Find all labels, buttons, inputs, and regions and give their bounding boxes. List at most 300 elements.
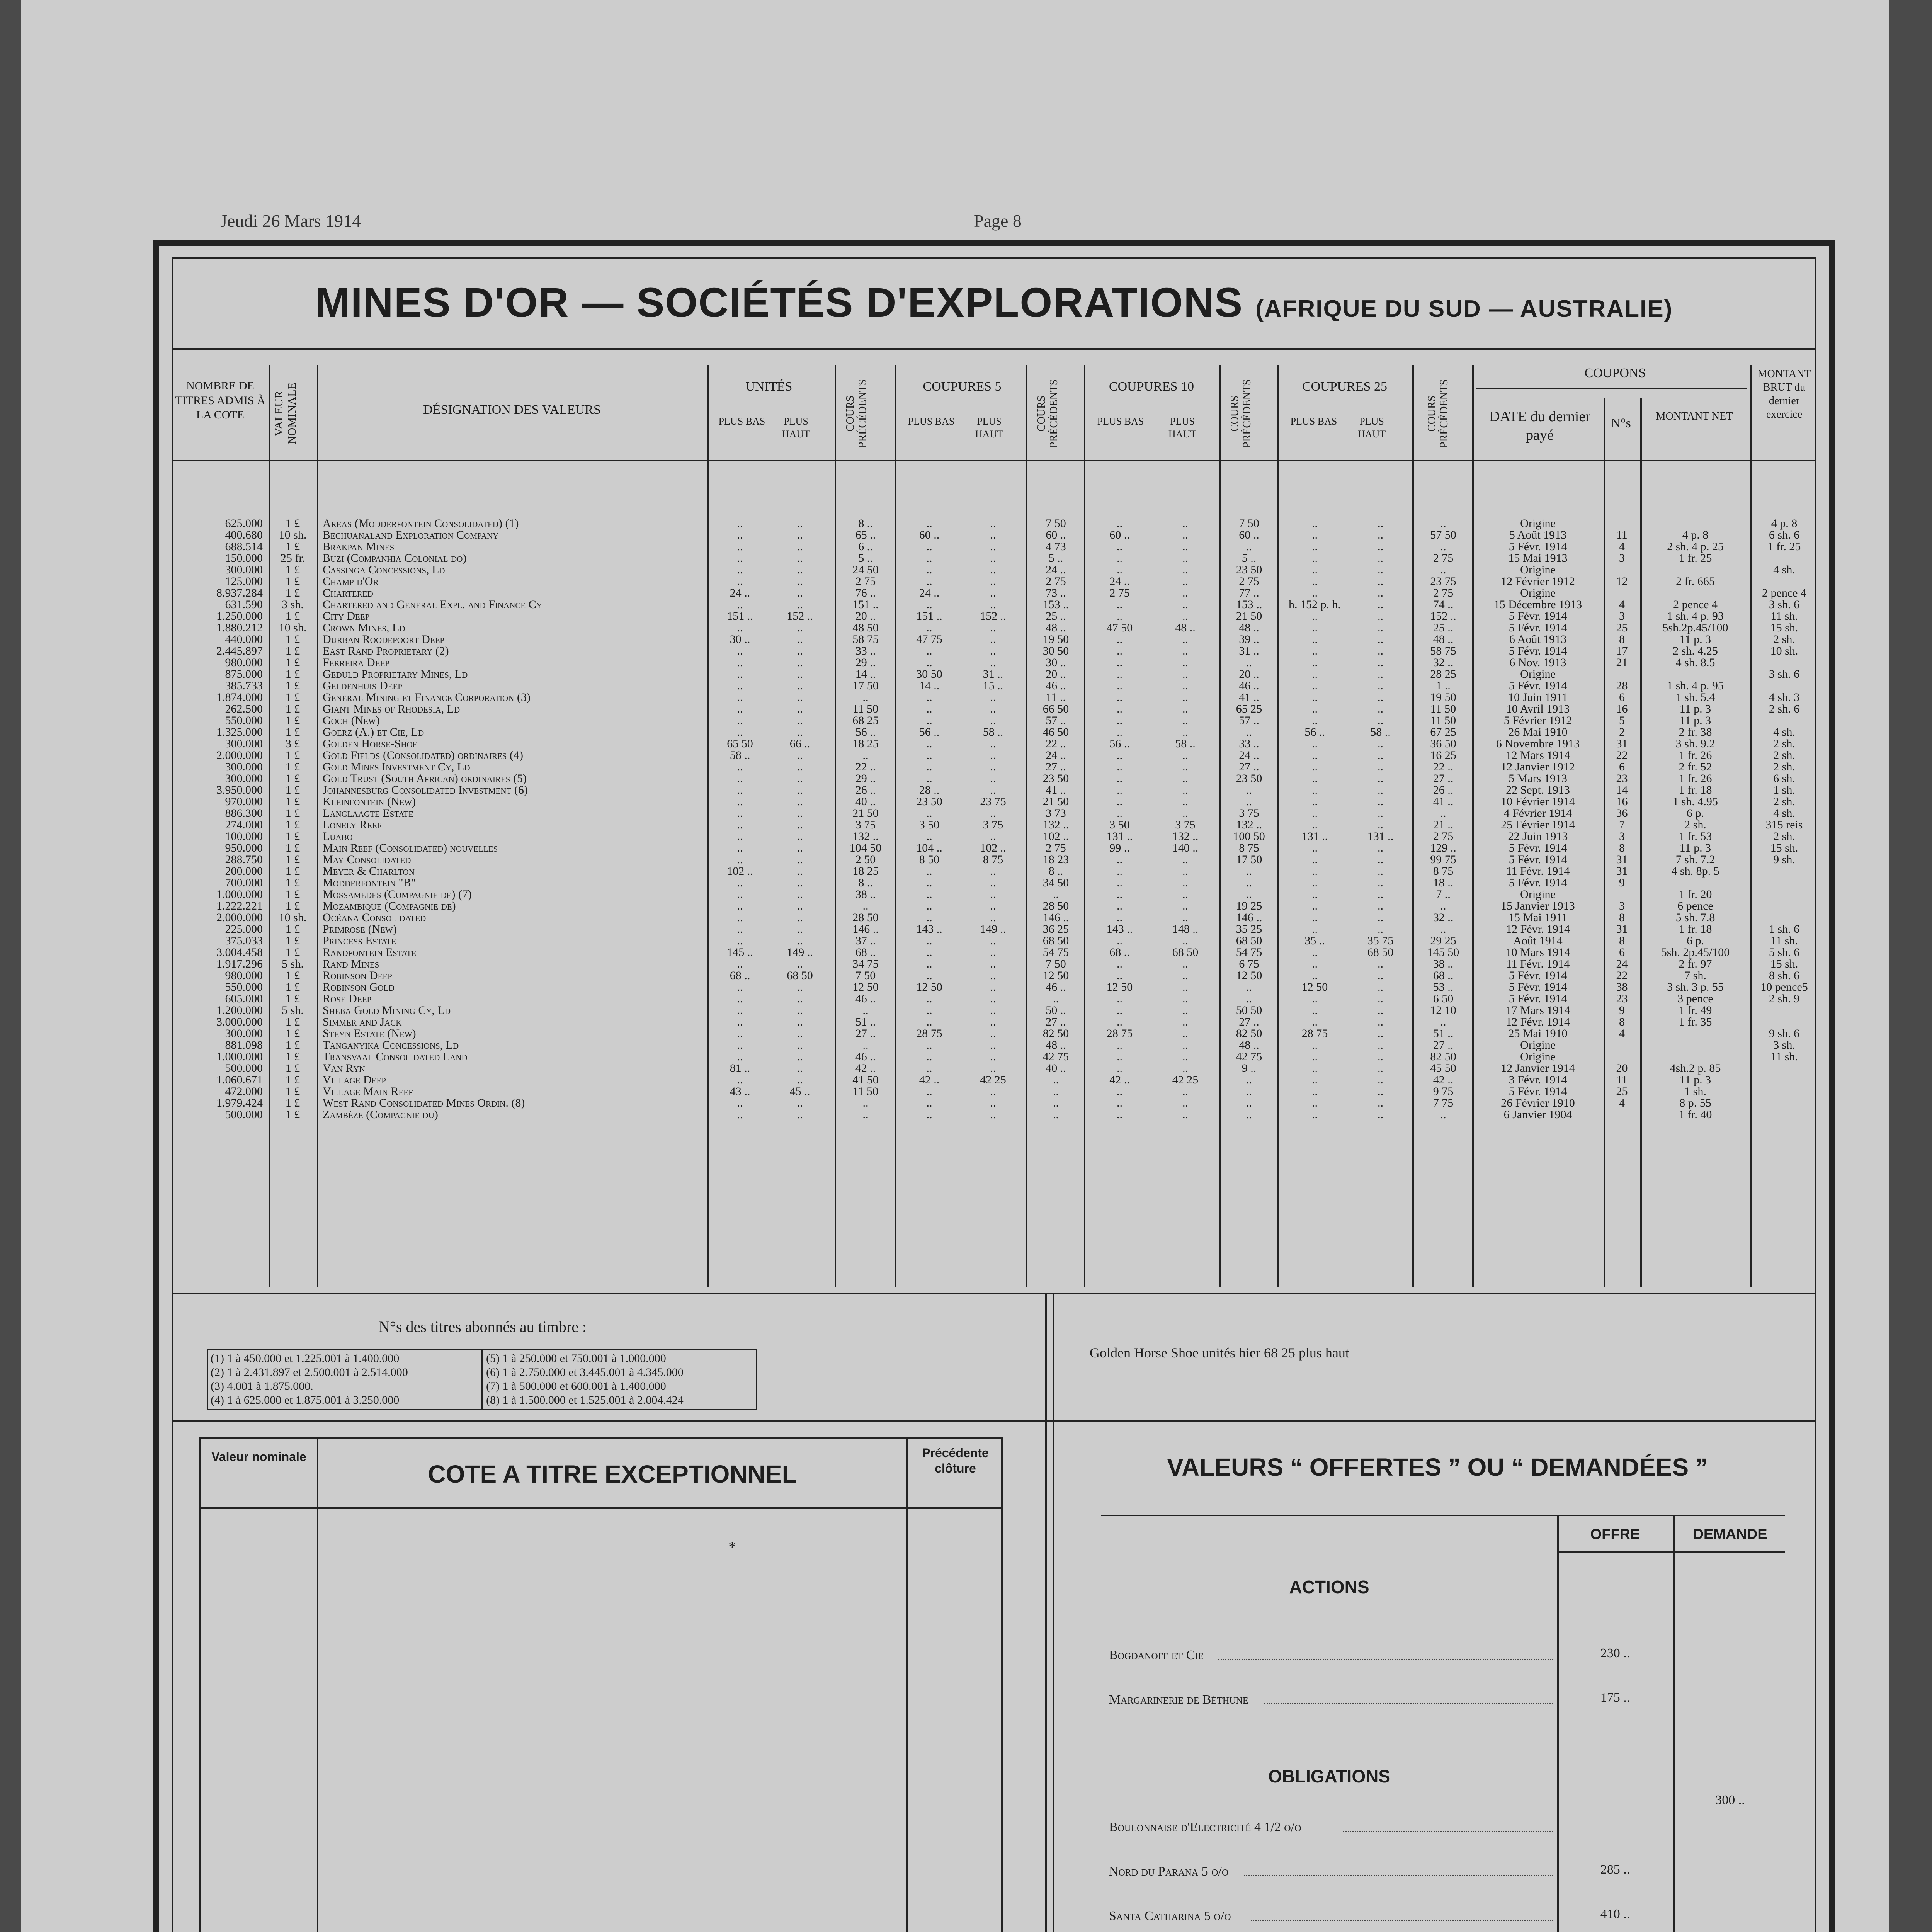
cell-unites-bas: 102 .. xyxy=(727,865,753,878)
cell-cours-prec4: 67 25 xyxy=(1430,726,1456,738)
cell-cours-prec1: 27 .. xyxy=(855,1027,876,1040)
cell-coupon-date: 25 Février 1914 xyxy=(1501,818,1575,831)
cell-cours-prec1: 34 75 xyxy=(852,957,879,970)
cell-cours-prec3: 35 25 xyxy=(1236,923,1262,935)
cell-unites-haut: .. xyxy=(797,1004,803,1017)
cell-coupon-brut xyxy=(1752,912,1816,923)
cell-c25-bas: 35 .. xyxy=(1304,934,1325,947)
cell-c25-bas: .. xyxy=(1312,1015,1318,1028)
cell-coupon-date: 3 Févr. 1914 xyxy=(1509,1073,1567,1086)
cell-c5-haut: .. xyxy=(990,633,996,646)
cell-cours-prec3: 146 .. xyxy=(1236,911,1262,924)
cell-c5-bas: 28 .. xyxy=(919,784,940,796)
cell-c5-bas: .. xyxy=(926,598,932,611)
cell-c25-bas: .. xyxy=(1312,1004,1318,1017)
cell-valeur: 1 £ xyxy=(285,888,300,901)
cell-unites-haut: .. xyxy=(797,818,803,831)
cell-c25-bas: 12 50 xyxy=(1301,981,1328,993)
cell-cours-prec1: .. xyxy=(862,749,869,762)
cell-c10-haut: .. xyxy=(1182,656,1188,669)
cell-c10-haut: .. xyxy=(1182,702,1188,715)
cell-coupon-brut xyxy=(1752,1063,1816,1074)
cell-cours-prec3: .. xyxy=(1246,656,1252,669)
cell-unites-haut: .. xyxy=(797,842,803,854)
cell-cours-prec3: .. xyxy=(1246,726,1252,738)
cell-cours-prec4: 82 50 xyxy=(1430,1050,1456,1063)
cell-designation: Champ d'Or xyxy=(323,575,379,588)
cell-designation: Mossamedes (Compagnie de) (7) xyxy=(323,888,472,901)
cell-c25-bas: .. xyxy=(1312,992,1318,1005)
cell-c25-haut: .. xyxy=(1378,1085,1383,1098)
cell-c5-bas: .. xyxy=(926,737,932,750)
cell-cours-prec2: 3 73 xyxy=(1046,807,1066,820)
cell-coupon-net: 3 sh. 3 p. 55 xyxy=(1667,981,1724,993)
cell-coupon-brut: 1 sh. xyxy=(1773,784,1795,796)
cell-valeur: 1 £ xyxy=(285,1062,300,1075)
column-valeur xyxy=(270,518,315,1121)
header-cours-prec-2: COURS PRÉCÉDENTS xyxy=(1036,379,1060,448)
cell-cours-prec1: 8 .. xyxy=(858,517,873,530)
cell-cours-prec2: 25 .. xyxy=(1046,610,1066,622)
cell-coupon-date: Origine xyxy=(1520,563,1556,576)
column-c25-bas xyxy=(1281,518,1349,1121)
cell-cours-prec2: 41 .. xyxy=(1046,784,1066,796)
cell-cours-prec2: 27 .. xyxy=(1046,760,1066,773)
column-designation xyxy=(323,518,705,1121)
cell-valeur: 1 £ xyxy=(285,772,300,785)
cell-coupon-brut: 15 sh. xyxy=(1770,957,1798,970)
cell-unites-bas: .. xyxy=(737,668,743,680)
cell-unites-bas: .. xyxy=(737,900,743,912)
cell-coupon-brut: 2 sh. xyxy=(1773,633,1795,646)
cell-nombre: 300.000 xyxy=(225,737,263,750)
column-cours-prec-4 xyxy=(1416,518,1470,1121)
cell-c25-haut: .. xyxy=(1378,563,1383,576)
cell-coupon-date: 11 Févr. 1914 xyxy=(1506,865,1570,878)
cell-cours-prec2: .. xyxy=(1053,888,1059,901)
cell-cours-prec4: .. xyxy=(1440,923,1446,935)
cell-designation: Langlaagte Estate xyxy=(323,807,413,820)
cell-coupon-net xyxy=(1642,877,1748,889)
cell-coupon-date: 15 Mai 1913 xyxy=(1508,552,1568,565)
cell-c25-bas: .. xyxy=(1312,517,1318,530)
cell-c25-haut: 58 .. xyxy=(1370,726,1391,738)
cell-c10-bas: .. xyxy=(1117,807,1122,820)
cell-c25-bas: .. xyxy=(1312,702,1318,715)
cell-coupon-num: 16 xyxy=(1616,702,1628,715)
cell-coupon-num xyxy=(1605,889,1638,900)
cell-valeur: 1 £ xyxy=(285,830,300,843)
footnote-line: (6) 1 à 2.750.000 et 3.445.001 à 4.345.000 xyxy=(486,1366,684,1379)
cell-coupon-num: 6 xyxy=(1619,946,1625,959)
cell-cours-prec3: 50 50 xyxy=(1236,1004,1262,1017)
cell-coupon-net: 2 sh. xyxy=(1684,818,1706,831)
cell-unites-bas: .. xyxy=(737,517,743,530)
cell-c10-haut: .. xyxy=(1182,853,1188,866)
cell-coupon-net: 2 fr. 665 xyxy=(1676,575,1715,588)
cell-unites-haut: 152 .. xyxy=(787,610,813,622)
cell-cours-prec1: 48 50 xyxy=(852,621,879,634)
cell-c5-bas: .. xyxy=(926,749,932,762)
cell-cours-prec1: 76 .. xyxy=(855,587,876,599)
cell-cours-prec1: .. xyxy=(862,1097,869,1109)
cell-cours-prec4: 36 50 xyxy=(1430,737,1456,750)
cell-cours-prec1: 14 .. xyxy=(855,668,876,680)
cell-cours-prec3: 100 50 xyxy=(1233,830,1265,843)
cell-unites-bas: .. xyxy=(737,540,743,553)
cell-coupon-net: 1 fr. 26 xyxy=(1679,749,1712,762)
cell-c5-bas: 104 .. xyxy=(916,842,942,854)
cell-unites-haut: .. xyxy=(797,1073,803,1086)
cell-cours-prec1: 151 .. xyxy=(852,598,879,611)
cell-coupon-date: 12 Janvier 1914 xyxy=(1501,1062,1575,1075)
cell-cours-prec2: 66 50 xyxy=(1043,702,1069,715)
cell-nombre: 1.250.000 xyxy=(216,610,263,622)
cell-coupon-net: 1 sh. 4 p. 95 xyxy=(1667,679,1724,692)
cell-unites-haut: .. xyxy=(797,563,803,576)
cell-unites-bas: .. xyxy=(737,981,743,993)
cell-cours-prec1: 8 .. xyxy=(858,876,873,889)
cell-coupon-net xyxy=(1642,1028,1748,1039)
cell-cours-prec3: 8 75 xyxy=(1239,842,1259,854)
cell-coupon-date: 6 Janvier 1904 xyxy=(1503,1108,1572,1121)
cell-c10-haut: 68 50 xyxy=(1172,946,1199,959)
cell-cours-prec3: .. xyxy=(1246,876,1252,889)
cell-coupon-date: 11 Févr. 1914 xyxy=(1506,957,1570,970)
header-c25-plus-haut: PLUS HAUT xyxy=(1357,416,1386,440)
cell-c5-bas: .. xyxy=(926,992,932,1005)
cell-unites-bas: .. xyxy=(737,529,743,541)
cell-c10-haut: .. xyxy=(1182,1039,1188,1051)
cell-coupon-date: 15 Mai 1911 xyxy=(1508,911,1568,924)
cell-coupon-num: 21 xyxy=(1616,656,1628,669)
cell-cours-prec3: 17 50 xyxy=(1236,853,1262,866)
cell-unites-haut: .. xyxy=(797,876,803,889)
cell-designation: Sheba Gold Mining Cy, Ld xyxy=(323,1004,451,1017)
cell-coupon-num: 31 xyxy=(1616,737,1628,750)
cell-cours-prec4: 6 50 xyxy=(1433,992,1454,1005)
cell-cours-prec3: 46 .. xyxy=(1239,679,1259,692)
cell-c10-bas: .. xyxy=(1117,888,1122,901)
cell-nombre: 980.000 xyxy=(225,969,263,982)
cell-c5-haut: .. xyxy=(990,517,996,530)
cell-unites-bas: .. xyxy=(737,807,743,820)
cell-coupon-date: 5 Mars 1913 xyxy=(1509,772,1567,785)
cell-c25-bas: .. xyxy=(1312,923,1318,935)
cell-cours-prec4: 152 .. xyxy=(1430,610,1456,622)
cell-unites-bas: .. xyxy=(737,830,743,843)
cell-coupon-brut: 2 sh. xyxy=(1773,760,1795,773)
cell-c25-bas: .. xyxy=(1312,957,1318,970)
cell-coupon-num: 28 xyxy=(1616,679,1628,692)
cell-unites-bas: 151 .. xyxy=(727,610,753,622)
cell-cours-prec2: 30 .. xyxy=(1046,656,1066,669)
cell-c25-haut: .. xyxy=(1378,784,1383,796)
cell-coupon-net: 8 p. 55 xyxy=(1679,1097,1711,1109)
cell-coupon-net: 2 fr. 97 xyxy=(1679,957,1712,970)
cell-unites-haut: .. xyxy=(797,679,803,692)
cell-c10-haut: .. xyxy=(1182,668,1188,680)
cell-cours-prec1: 146 .. xyxy=(852,923,879,935)
cell-unites-haut: .. xyxy=(797,714,803,727)
golden-horse-note: Golden Horse Shoe unités hier 68 25 plus haut xyxy=(1090,1345,1349,1361)
cell-unites-bas: .. xyxy=(737,1004,743,1017)
cell-c10-haut: .. xyxy=(1182,610,1188,622)
cell-coupon-num: 4 xyxy=(1619,1027,1625,1040)
cell-c10-haut: .. xyxy=(1182,1015,1188,1028)
cell-c10-haut: .. xyxy=(1182,575,1188,588)
cell-unites-haut: .. xyxy=(797,702,803,715)
cell-c10-bas: .. xyxy=(1117,656,1122,669)
cell-designation: Gold Trust (South African) ordinaires (5) xyxy=(323,772,527,785)
cell-coupon-brut xyxy=(1752,576,1816,587)
cell-unites-haut: .. xyxy=(797,911,803,924)
cell-c10-haut: .. xyxy=(1182,714,1188,727)
cell-c10-haut: .. xyxy=(1182,992,1188,1005)
cell-c5-haut: 3 75 xyxy=(983,818,1003,831)
cell-valeur: 1 £ xyxy=(285,981,300,993)
cell-unites-haut: .. xyxy=(797,517,803,530)
cell-c5-haut: .. xyxy=(990,784,996,796)
cell-unites-haut: .. xyxy=(797,691,803,704)
cell-unites-bas: .. xyxy=(737,563,743,576)
cell-c10-bas: .. xyxy=(1117,900,1122,912)
cell-c5-haut: 8 75 xyxy=(983,853,1003,866)
cell-c25-haut: .. xyxy=(1378,714,1383,727)
cell-coupon-date: 5 Févr. 1914 xyxy=(1509,621,1567,634)
cell-cours-prec1: 21 50 xyxy=(852,807,879,820)
cell-cours-prec3: 31 .. xyxy=(1239,645,1259,657)
cell-nombre: 125.000 xyxy=(225,575,263,588)
cell-c25-haut: .. xyxy=(1378,865,1383,878)
cell-c25-haut: .. xyxy=(1378,587,1383,599)
cell-coupon-net xyxy=(1642,564,1748,576)
header-c10-plus-bas: PLUS BAS xyxy=(1097,416,1144,427)
cell-coupon-brut: 2 pence 4 xyxy=(1762,587,1806,599)
cell-designation: Chartered xyxy=(323,587,373,599)
cell-nombre: 440.000 xyxy=(225,633,263,646)
offre-header: OFFRE xyxy=(1590,1526,1640,1543)
cell-coupon-brut: 4 p. 8 xyxy=(1771,518,1798,530)
cell-coupon-brut: 11 sh. xyxy=(1770,1050,1798,1063)
cell-coupon-num: 24 xyxy=(1616,957,1628,970)
cell-valeur: 1 £ xyxy=(285,807,300,820)
section-rule xyxy=(172,1420,1816,1422)
cell-unites-haut: .. xyxy=(797,900,803,912)
cell-nombre: 3.000.000 xyxy=(216,1015,263,1028)
cell-coupon-num: 9 xyxy=(1619,1004,1625,1017)
cell-coupon-date: 5 Févr. 1914 xyxy=(1509,992,1567,1005)
cell-coupon-date: 22 Juin 1913 xyxy=(1508,830,1568,843)
demande-header: DEMANDE xyxy=(1693,1526,1767,1543)
cell-unites-bas: .. xyxy=(737,1097,743,1109)
cote-header-rule xyxy=(199,1507,1003,1509)
cell-c10-haut: .. xyxy=(1182,726,1188,738)
cell-cours-prec1: .. xyxy=(862,1039,869,1051)
cell-coupon-net: 11 p. 3 xyxy=(1679,714,1711,727)
cell-valeur: 1 £ xyxy=(285,1050,300,1063)
cell-c5-bas: .. xyxy=(926,621,932,634)
cell-coupon-net xyxy=(1642,668,1748,680)
cell-cours-prec3: 9 .. xyxy=(1242,1062,1257,1075)
cell-cours-prec4: .. xyxy=(1440,540,1446,553)
cell-valeur: 1 £ xyxy=(285,1027,300,1040)
cell-coupon-num: 38 xyxy=(1616,981,1628,993)
cell-c25-haut: .. xyxy=(1378,1015,1383,1028)
cell-nombre: 288.750 xyxy=(225,853,263,866)
cell-c5-bas: 8 50 xyxy=(919,853,940,866)
cell-coupon-net: 2 fr. 38 xyxy=(1679,726,1712,738)
cell-valeur: 1 £ xyxy=(285,540,300,553)
cell-unites-haut: .. xyxy=(797,1050,803,1063)
cell-c10-bas: .. xyxy=(1117,691,1122,704)
cell-cours-prec4: 53 .. xyxy=(1433,981,1454,993)
cell-cours-prec1: 104 50 xyxy=(849,842,882,854)
cell-c10-haut: .. xyxy=(1182,784,1188,796)
cell-coupon-date: Origine xyxy=(1520,668,1556,680)
cell-nombre: 300.000 xyxy=(225,1027,263,1040)
cell-cours-prec3: 12 50 xyxy=(1236,969,1262,982)
cell-c10-haut: .. xyxy=(1182,563,1188,576)
cell-coupon-num: 22 xyxy=(1616,969,1628,982)
cell-coupon-brut: 315 reis xyxy=(1765,818,1803,831)
cell-coupon-num: 14 xyxy=(1616,784,1628,796)
footnote-line: (8) 1 à 1.500.000 et 1.525.001 à 2.004.424 xyxy=(486,1394,684,1406)
col-rule xyxy=(1750,365,1752,1287)
cell-coupon-brut: 2 sh. xyxy=(1773,737,1795,750)
cell-designation: Village Deep xyxy=(323,1073,386,1086)
cell-cours-prec2: 30 50 xyxy=(1043,645,1069,657)
cell-cours-prec2: 24 .. xyxy=(1046,563,1066,576)
column-c10-haut xyxy=(1153,518,1217,1121)
cell-c25-haut: .. xyxy=(1378,842,1383,854)
cell-coupon-num: 17 xyxy=(1616,645,1628,657)
valeurs-col-rule xyxy=(1673,1515,1675,1932)
cell-coupon-num: 4 xyxy=(1619,1097,1625,1109)
cote-box xyxy=(199,1437,1003,1932)
cell-c25-bas: 131 .. xyxy=(1301,830,1328,843)
cell-coupon-date: 5 Févr. 1914 xyxy=(1509,540,1567,553)
cell-valeur: 1 £ xyxy=(285,865,300,878)
cell-c10-haut: .. xyxy=(1182,807,1188,820)
cell-designation: Meyer & Charlton xyxy=(323,865,415,878)
cell-c10-bas: .. xyxy=(1117,1085,1122,1098)
cell-coupon-net: 1 sh. xyxy=(1684,1085,1706,1098)
cell-cours-prec3: 27 .. xyxy=(1239,1015,1259,1028)
offre-value: 175 .. xyxy=(1600,1690,1630,1705)
cell-coupon-date: 25 Mai 1910 xyxy=(1508,1027,1568,1040)
dot-leader xyxy=(1264,1703,1553,1704)
cell-nombre: 881.098 xyxy=(225,1039,263,1051)
cell-cours-prec3: 3 75 xyxy=(1239,807,1259,820)
cell-unites-bas: .. xyxy=(737,760,743,773)
cell-valeur: 1 £ xyxy=(285,563,300,576)
cell-cours-prec1: 46 .. xyxy=(855,1050,876,1063)
cell-coupon-date: 5 Févr. 1914 xyxy=(1509,679,1567,692)
cell-coupon-num: 36 xyxy=(1616,807,1628,820)
cell-c5-haut: .. xyxy=(990,645,996,657)
cell-unites-bas: .. xyxy=(737,714,743,727)
cell-valeur: 1 £ xyxy=(285,1097,300,1109)
cell-c25-haut: .. xyxy=(1378,900,1383,912)
cell-coupon-net: 6 p. xyxy=(1687,807,1704,820)
cell-cours-prec4: 32 .. xyxy=(1433,656,1454,669)
cell-unites-bas: .. xyxy=(737,1108,743,1121)
cell-cours-prec1: 22 .. xyxy=(855,760,876,773)
cell-unites-bas: .. xyxy=(737,888,743,901)
cell-designation: Primrose (New) xyxy=(323,923,397,935)
cell-coupon-num: 20 xyxy=(1616,1062,1628,1075)
cell-unites-haut: 45 .. xyxy=(789,1085,810,1098)
cell-coupon-num: 31 xyxy=(1616,865,1628,878)
cell-coupon-num: 31 xyxy=(1616,853,1628,866)
cell-c10-haut: .. xyxy=(1182,760,1188,773)
cell-cours-prec1: 33 .. xyxy=(855,645,876,657)
cell-cours-prec2: 48 .. xyxy=(1046,621,1066,634)
col-rule xyxy=(1219,365,1221,1287)
footnotes-box-divider xyxy=(481,1349,483,1410)
cell-c25-bas: .. xyxy=(1312,540,1318,553)
cell-c25-bas: .. xyxy=(1312,563,1318,576)
cell-valeur: 10 sh. xyxy=(279,621,307,634)
cell-nombre: 300.000 xyxy=(225,772,263,785)
cell-coupon-brut xyxy=(1752,1005,1816,1016)
cell-c5-haut: 42 25 xyxy=(980,1073,1006,1086)
cell-unites-haut: .. xyxy=(797,668,803,680)
cell-c5-bas: .. xyxy=(926,1108,932,1121)
cell-c5-bas: .. xyxy=(926,772,932,785)
header-c10-plus-haut: PLUS HAUT xyxy=(1168,416,1197,440)
cell-designation: Océana Consolidated xyxy=(323,911,426,924)
cell-c10-haut: .. xyxy=(1182,645,1188,657)
cell-cours-prec1: 51 .. xyxy=(855,1015,876,1028)
cell-c10-haut: .. xyxy=(1182,679,1188,692)
cell-c10-bas: .. xyxy=(1117,1015,1122,1028)
cell-nombre: 886.300 xyxy=(225,807,263,820)
cell-cours-prec4: 29 25 xyxy=(1430,934,1456,947)
cell-c25-haut: .. xyxy=(1378,888,1383,901)
cell-c5-haut: .. xyxy=(990,1004,996,1017)
cell-cours-prec3: 68 50 xyxy=(1236,934,1262,947)
cell-c5-haut: .. xyxy=(990,934,996,947)
cell-unites-haut: .. xyxy=(797,1097,803,1109)
cell-c5-haut: .. xyxy=(990,702,996,715)
cell-nombre: 150.000 xyxy=(225,552,263,565)
cell-cours-prec2: 48 .. xyxy=(1046,1039,1066,1051)
cell-coupon-num: 11 xyxy=(1616,529,1628,541)
cell-designation: City Deep xyxy=(323,610,370,622)
cell-coupon-date: 5 Févr. 1914 xyxy=(1509,981,1567,993)
cell-unites-bas: .. xyxy=(737,1039,743,1051)
cell-c5-haut: .. xyxy=(990,1062,996,1075)
cell-c5-bas: .. xyxy=(926,946,932,959)
cell-coupon-net: 1 sh. 4.95 xyxy=(1673,795,1718,808)
cell-cours-prec3: 39 .. xyxy=(1239,633,1259,646)
cell-unites-haut: .. xyxy=(797,992,803,1005)
cell-cours-prec4: 74 .. xyxy=(1433,598,1454,611)
cell-coupon-brut xyxy=(1752,1016,1816,1028)
cell-c10-haut: .. xyxy=(1182,529,1188,541)
cell-c25-bas: .. xyxy=(1312,668,1318,680)
cell-c25-bas: .. xyxy=(1312,737,1318,750)
cell-cours-prec3: .. xyxy=(1246,784,1252,796)
cell-c10-bas: .. xyxy=(1117,784,1122,796)
cell-valeur: 1 £ xyxy=(285,818,300,831)
cell-valeur: 1 £ xyxy=(285,702,300,715)
cell-cours-prec2: 36 25 xyxy=(1043,923,1069,935)
cell-unites-bas: 68 .. xyxy=(730,969,750,982)
cell-cours-prec1: .. xyxy=(862,691,869,704)
